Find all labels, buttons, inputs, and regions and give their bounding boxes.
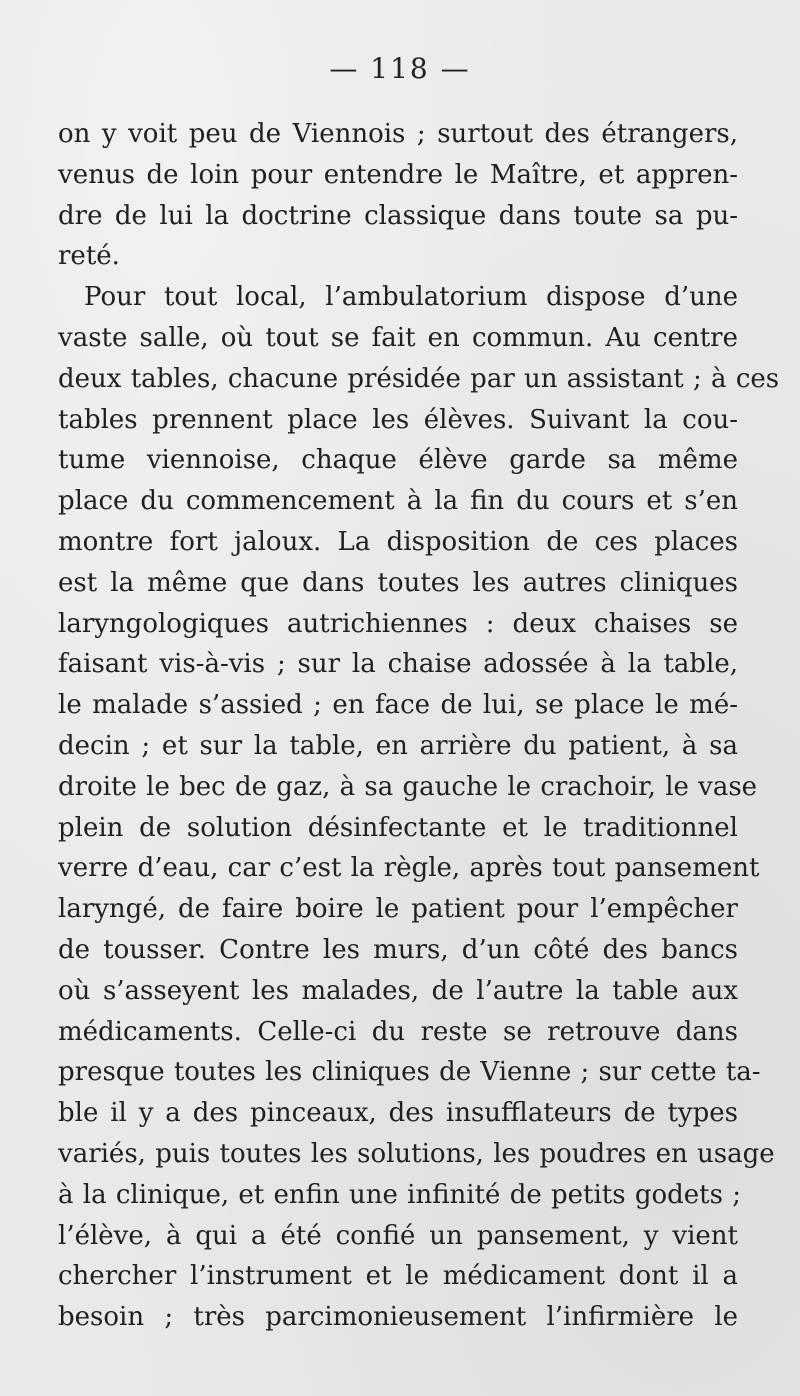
text-line: où s’asseyent les malades, de l’autre la table aux [58, 975, 738, 1006]
text-line: tume viennoise, chaque élève garde sa même [58, 445, 738, 476]
body-text [58, 114, 780, 1338]
paragraph-start-line: Pour tout local, l’ambulatorium dispose d’une [84, 282, 738, 313]
text-line: tables prennent place les élèves. Suivant la cou- [58, 404, 738, 435]
text-line: droite le bec de gaz, à sa gauche le crachoir, le vase [58, 771, 758, 802]
text-line: place du commencement à la fin du cours et s’en [58, 486, 738, 517]
text-line: montre fort jaloux. La disposition de ces places [58, 526, 738, 557]
text-line: presque toutes les cliniques de Vienne ; sur cette ta- [58, 1057, 761, 1088]
text-line: ble il y a des pinceaux, des insufflateurs de types [58, 1098, 738, 1129]
text-line: besoin ; très parcimonieusement l’infirmière le [58, 1302, 738, 1333]
text-line: le malade s’assied ; en face de lui, se place le mé- [58, 690, 738, 721]
text-line: vaste salle, où tout se fait en commun. Au centre [58, 322, 738, 353]
text-line: médicaments. Celle-ci du reste se retrouve dans [58, 1016, 738, 1047]
text-line: laryngé, de faire boire le patient pour l’empêcher [58, 894, 738, 925]
text-line: variés, puis toutes les solutions, les poudres en usage [58, 1138, 775, 1169]
text-line: chercher l’instrument et le médicament dont il a [58, 1261, 738, 1292]
text-line: on y voit peu de Viennois ; surtout des étrangers, [58, 119, 738, 149]
page-number: — 118 — [329, 52, 471, 85]
text-line: laryngologiques autrichiennes : deux chaises se [58, 608, 738, 639]
text-line: decin ; et sur la table, en arrière du patient, à sa [58, 730, 738, 761]
text-line: est la même que dans toutes les autres cliniques [58, 567, 738, 598]
text-line: à la clinique, et enfin une infinité de petits godets ; [58, 1179, 741, 1210]
text-line: deux tables, chacune présidée par un assistant ; à ces [58, 363, 780, 394]
text-line: plein de solution désinfectante et le traditionnel [58, 812, 738, 843]
text-line: faisant vis-à-vis ; sur la chaise adossée à la table, [58, 649, 738, 680]
text-line: reté. [58, 241, 120, 272]
text-line: dre de lui la doctrine classique dans toute sa pu- [58, 200, 738, 231]
text-line: verre d’eau, car c’est la règle, après tout pansement [58, 853, 760, 884]
text-line: de tousser. Contre les murs, d’un côté des bancs [58, 934, 738, 965]
text-line: l’élève, à qui a été confié un pansement, y vient [58, 1220, 738, 1251]
text-line: venus de loin pour entendre le Maître, et appren- [58, 159, 738, 190]
